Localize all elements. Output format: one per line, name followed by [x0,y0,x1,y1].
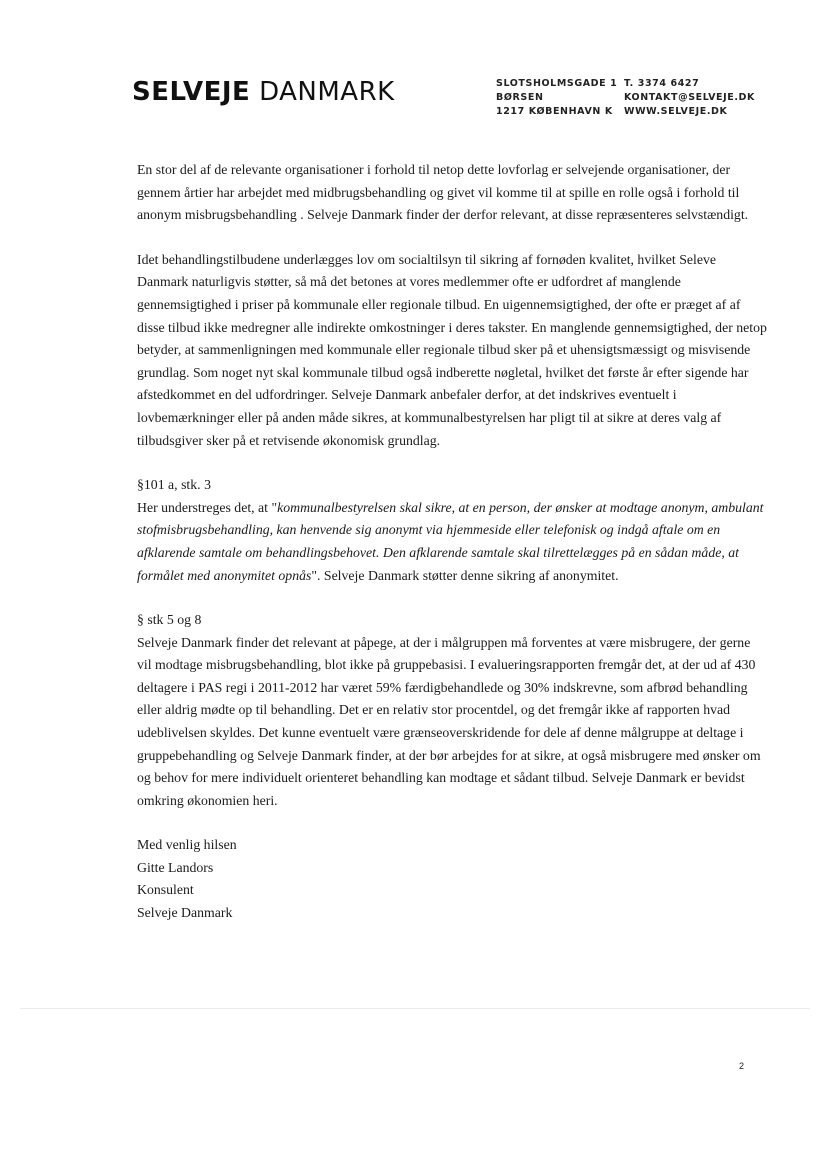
letterhead-address [496,77,617,119]
paragraph-organisations: En stor del af de relevante organisationer i forhold til netop dette lovforlag er selvejende organisationer, der gennem årtier har arbejdet med midbrugsbehandling og givet vil komme til at spille en rolle også i forhold til anonym misbrugsbehandling . Selveje Danmark finder der derfor relevant, at disse repræsenteres selvstændigt. [137,162,749,223]
paragraph-group-treatment: Selveje Danmark finder det relevant at påpege, at der i målgruppen må forventes at være misbrugere, der gerne vil modtage misbrugsbehandling, blot ikke på gruppebasisi. I evalueringsrapporten fremgår det, at der ud af 430 deltagere i PAS regi i 2011-2012 har været 59% færdigbehandlede og 30% indskrevne, som afbrød behandling eller aldrig mødte op til behandling. Det er en relativ stor procentdel, og det fremgår ikke af rapporten hvad udeblivelsen skyldes. Det kunne eventuelt være grænseoverskridende for dele af denne målgruppe at deltage i gruppebehandling og Selveje Danmark finder, at der bør arbejdes for at sikre, at også misbrugere med ønsker om og behov for mere individuelt orienteret behandling kan modtage et sådant tilbud. Selveje Danmark er bevidst omkring økonomien heri. [137,634,761,808]
signature-name: Gitte Landors [137,859,214,875]
address-street: SLOTSHOLMSGADE 1 [496,78,618,89]
logo-word-selveje: SELVEJE [132,77,251,107]
signature-organisation: Selveje Danmark [137,904,233,920]
faint-divider [20,1008,810,1009]
anonymity-outro: ". Selveje Danmark støtter denne sikring af anonymitet. [311,567,619,583]
selveje-danmark-logo [132,77,395,107]
section-heading-stk-5-8: § stk 5 og 8 [137,612,202,628]
address-building: BØRSEN [496,92,544,103]
letter-body [137,159,767,924]
signature-greeting: Med venlig hilsen [137,837,237,853]
contact-website: WWW.SELVEJE.DK [624,106,728,117]
section-heading-101a: §101 a, stk. 3 [137,477,211,493]
letterhead-contact [624,77,755,119]
logo-word-danmark: DANMARK [259,77,395,107]
page-number: 2 [739,1061,745,1071]
anonymity-quote: kommunalbestyrelsen skal sikre, at en person, der ønsker at modtage anonym, ambulant stofmisbrugsbehandling, kan henvende sig anonymt via hjemmeside eller telefonisk og indgå aftale om en afklarende samtale om behandlingsbehovet. Den afklarende samtale skal tilrettelægges på en sådan måde, at formålet med anonymitet opnås [137,499,764,583]
contact-phone: T. 3374 6427 [624,78,700,89]
signature-title: Konsulent [137,882,194,898]
anonymity-intro: Her understreges det, at " [137,499,278,515]
contact-email: KONTAKT@SELVEJE.DK [624,92,755,103]
address-city: 1217 KØBENHAVN K [496,106,613,117]
paragraph-transparency: Idet behandlingstilbudene underlægges lov om socialtilsyn til sikring af fornøden kvalitet, hvilket Seleve Danmark naturligvis støtter, så må det betones at vores medlemmer ofte er udfordret af manglende gennemsigtighed i priser på kommunale eller regionale tilbud. En uigennemsigtighed, der ofte er præget af af disse tilbud ikke medregner alle indirekte omkostninger i deres takster. En manglende gennemsigtighed, der netop betyder, at sammenligningen med kommunale eller regionale tilbud sker på et uhensigtsmæssigt og misvisende grundlag. Som noget nyt skal kommunale tilbud også indberette nøgletal, hvilket det første år efter sigende har afstedkommet en del udfordringer. Selveje Danmark anbefaler derfor, at det indskrives eventuelt i lovbemærkninger eller på anden måde sikres, at kommunalbestyrelsen har pligt til at sikre at deres valg af tilbudsgiver sker på et retvisende økonomisk grundlag. [137,251,767,448]
signature-block [137,834,767,924]
paragraph-anonymity [137,497,767,587]
